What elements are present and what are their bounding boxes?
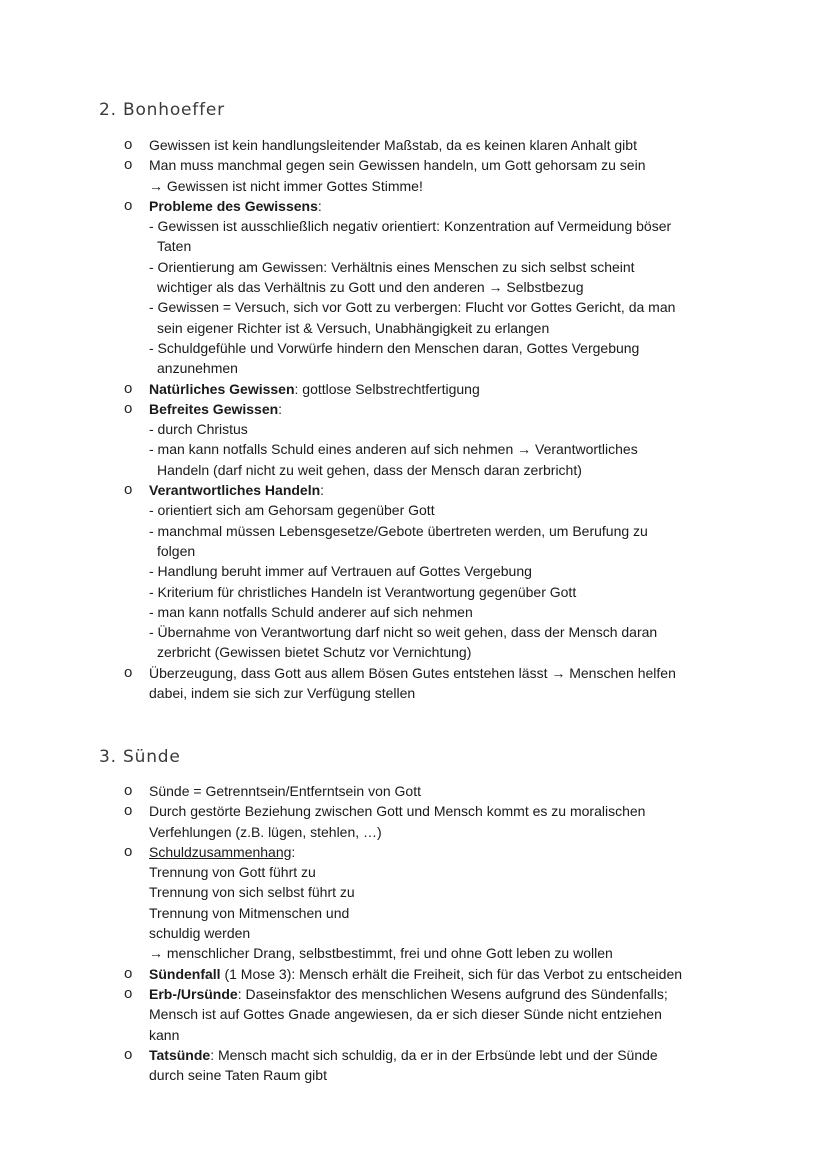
sub-point: - Gewissen = Versuch, sich vor Gott zu verbergen: Flucht vor Gottes Gericht, da man: [149, 299, 676, 316]
item-heading: [149, 842, 729, 862]
sub-point: - Übernahme von Verantwortung darf nicht so weit gehen, dass der Mensch daran: [149, 624, 658, 641]
item-text-continued: Trennung von Mitmenschen und: [149, 904, 350, 921]
item-label: Sündenfall: [149, 965, 221, 982]
suende-list: [0, 781, 828, 1085]
item-label: Probleme des Gewissens: [149, 197, 318, 214]
sub-point: - Orientierung am Gewissen: Verhältnis eines Menschen zu sich selbst scheint: [149, 258, 635, 275]
bullet-icon: o: [124, 156, 133, 174]
item-text: [149, 1045, 729, 1065]
sub-point: - Kriterium für christliches Handeln ist Verantwortung gegenüber Gott: [149, 583, 577, 600]
sub-point: - man kann notfalls Schuld eines anderen auf sich nehmen → Verantwortliches: [149, 441, 638, 458]
sub-point: - orientiert sich am Gehorsam gegenüber Gott: [149, 502, 435, 519]
item-label-suffix: :: [291, 843, 296, 860]
sub-point-continued: wichtiger als das Verhältnis zu Gott und den anderen → Selbstbezug: [157, 279, 584, 296]
item-text-continued: durch seine Taten Raum gibt: [149, 1067, 327, 1084]
bullet-icon: o: [124, 842, 133, 860]
item-label: Befreites Gewissen: [149, 400, 279, 417]
item-text: Man muss manchmal gegen sein Gewissen handeln, um Gott gehorsam zu sein: [149, 157, 646, 174]
item-label-suffix: :: [320, 482, 325, 499]
item-label-suffix: :: [278, 400, 283, 417]
list-item: [0, 663, 729, 704]
bullet-icon: o: [124, 399, 133, 417]
list-item: [0, 155, 729, 196]
bullet-icon: o: [124, 1045, 133, 1063]
bullet-icon: o: [124, 136, 133, 153]
item-text-continued: Verfehlungen (z.B. lügen, stehlen, …): [149, 823, 382, 840]
item-text: [149, 379, 729, 399]
sub-point: - durch Christus: [149, 421, 248, 438]
item-rest: : gottlose Selbstrechtfertigung: [294, 380, 480, 397]
bonhoeffer-list: [0, 135, 828, 703]
list-item: [0, 801, 729, 842]
list-item: [0, 964, 729, 984]
item-label: Schuldzusammenhang: [149, 843, 292, 860]
sub-point-continued: Taten: [157, 238, 192, 255]
item-rest: (1 Mose 3): Mensch erhält die Freiheit, sich für das Verbot zu entscheiden: [220, 965, 683, 982]
item-label: Erb-/Ursünde: [149, 985, 238, 1002]
bullet-icon: o: [124, 802, 133, 820]
item-text-continued: dabei, indem sie sich zur Verfügung stellen: [149, 685, 416, 702]
item-text-continued: → Gewissen ist nicht immer Gottes Stimme!: [149, 177, 423, 194]
sub-point-continued: sein eigener Richter ist & Versuch, Unabhängigkeit zu erlangen: [157, 319, 550, 336]
sub-point-continued: zerbricht (Gewissen bietet Schutz vor Vernichtung): [157, 644, 472, 661]
bullet-icon: o: [124, 379, 133, 397]
list-item: [0, 196, 729, 379]
item-label: Tatsünde: [149, 1046, 211, 1063]
list-item: [0, 984, 729, 1045]
sub-point: - manchmal müssen Lebensgesetze/Gebote übertreten werden, um Berufung zu: [149, 522, 648, 539]
item-text-continued: Mensch ist auf Gottes Gnade angewiesen, da er sich dieser Sünde nicht entziehen: [149, 1006, 662, 1023]
bullet-icon: o: [124, 984, 133, 1002]
item-rest: : Daseinsfaktor des menschlichen Wesens aufgrund des Sündenfalls;: [237, 985, 668, 1002]
list-item: [0, 399, 729, 480]
bullet-icon: o: [124, 782, 133, 799]
sub-point: - Gewissen ist ausschließlich negativ orientiert: Konzentration auf Vermeidung böser: [149, 218, 672, 235]
list-item: [0, 379, 729, 399]
list-item: [0, 480, 729, 663]
item-rest: : Mensch macht sich schuldig, da er in der Erbsünde lebt und der Sünde: [210, 1046, 658, 1063]
item-heading: [149, 480, 729, 500]
list-item: [0, 781, 729, 801]
bullet-icon: o: [124, 663, 133, 681]
item-text-continued: schuldig werden: [149, 925, 251, 942]
list-item: [0, 135, 729, 155]
item-text: [149, 964, 729, 984]
sub-point: - Schuldgefühle und Vorwürfe hindern den Menschen daran, Gottes Vergebung: [149, 339, 640, 356]
list-item: [0, 1045, 729, 1086]
item-text: Sünde = Getrenntsein/Entferntsein von Gott: [149, 783, 422, 799]
sub-point: - man kann notfalls Schuld anderer auf sich nehmen: [149, 603, 473, 620]
item-text: Durch gestörte Beziehung zwischen Gott und Mensch kommt es zu moralischen: [149, 803, 646, 820]
item-label: Natürliches Gewissen: [149, 380, 295, 397]
item-text-continued: → menschlicher Drang, selbstbestimmt, frei und ohne Gott leben zu wollen: [149, 945, 613, 962]
bullet-icon: o: [124, 196, 133, 214]
section-heading-suende: 3. Sünde: [99, 747, 181, 767]
item-label: Verantwortliches Handeln: [149, 482, 321, 499]
item-text: [149, 984, 729, 1004]
list-item: [0, 842, 729, 964]
item-text-continued: Trennung von sich selbst führt zu: [149, 884, 355, 901]
sub-point-continued: anzunehmen: [157, 360, 238, 377]
item-text-continued: kann: [149, 1026, 180, 1043]
sub-point-continued: folgen: [157, 542, 196, 559]
bullet-icon: o: [124, 964, 133, 982]
item-label-suffix: :: [317, 197, 322, 214]
sub-point: - Handlung beruht immer auf Vertrauen auf Gottes Vergebung: [149, 563, 532, 580]
bullet-icon: o: [124, 481, 133, 499]
item-heading: [149, 399, 729, 419]
item-text-continued: Trennung von Gott führt zu: [149, 864, 316, 881]
item-heading: [149, 196, 729, 216]
sub-point-continued: Handeln (darf nicht zu weit gehen, dass der Mensch daran zerbricht): [157, 461, 582, 478]
item-text: Überzeugung, dass Gott aus allem Bösen Gutes entstehen lässt → Menschen helfen: [149, 664, 676, 681]
item-text: Gewissen ist kein handlungsleitender Maßstab, da es keinen klaren Anhalt gibt: [149, 137, 637, 153]
section-heading-bonhoeffer: 2. Bonhoeffer: [99, 100, 225, 120]
